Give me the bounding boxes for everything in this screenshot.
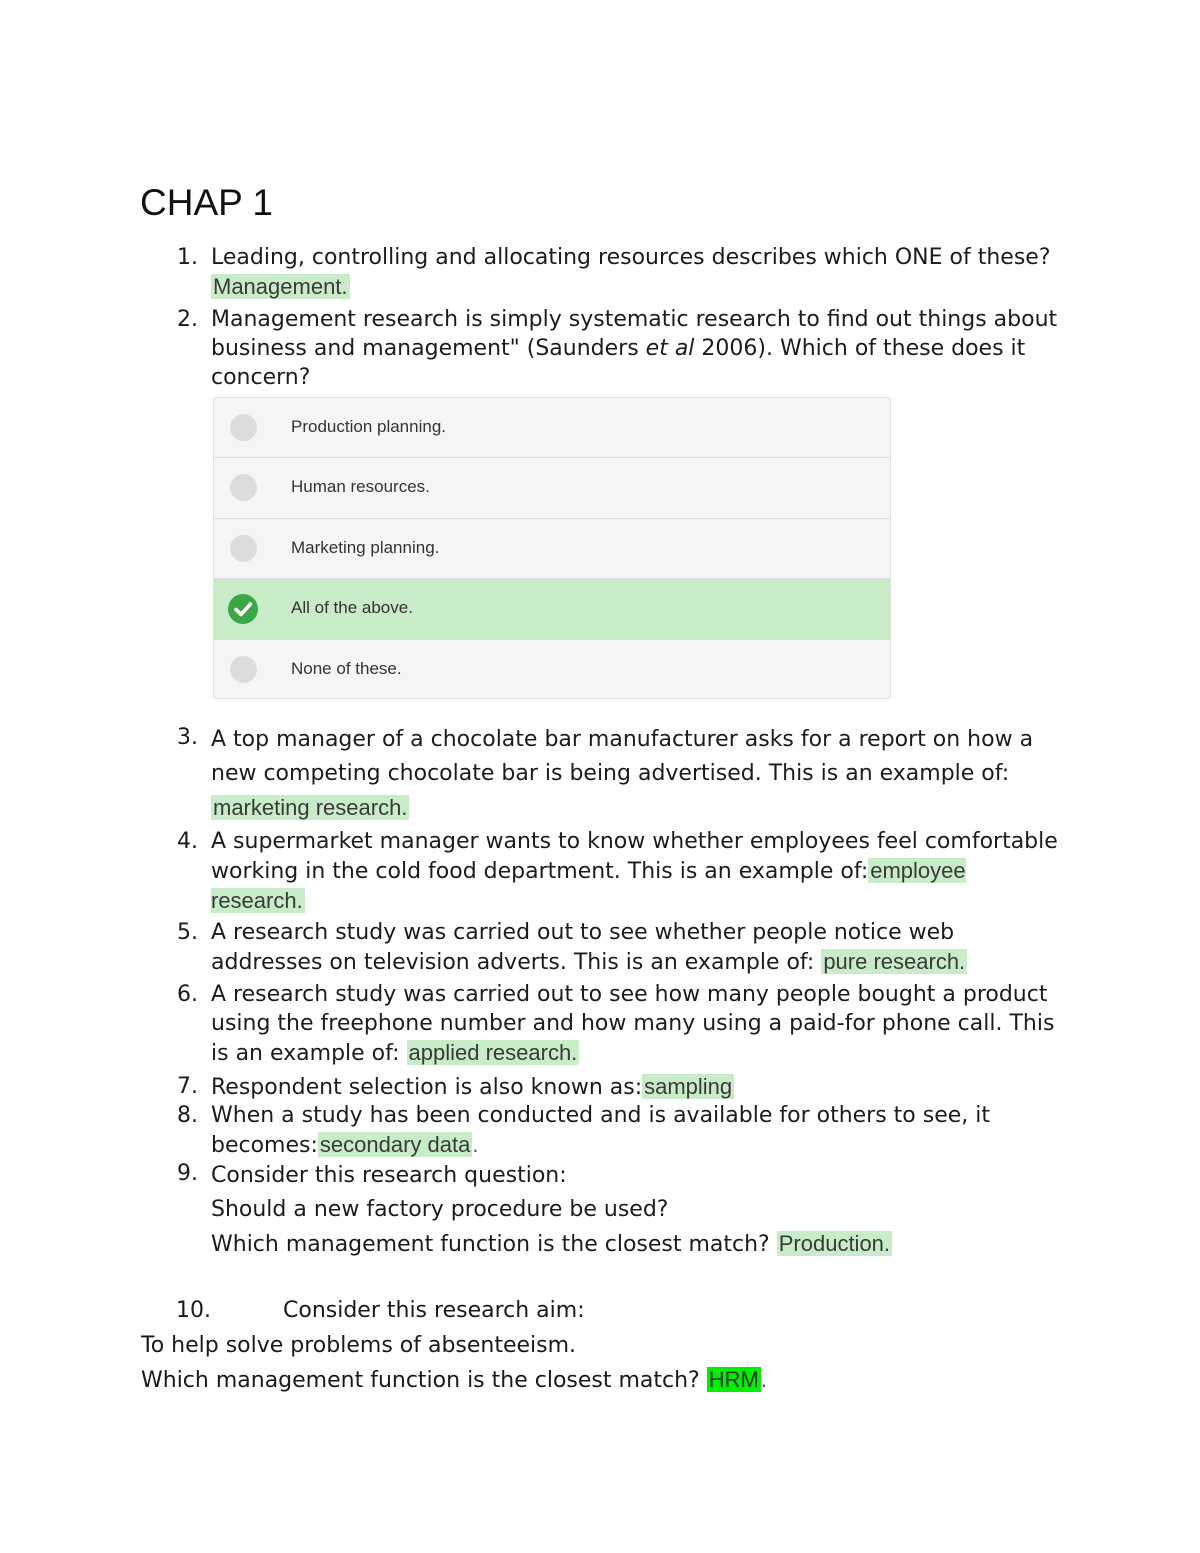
- question-text: When a study has been conducted and is available for others to see, it becomes:: [211, 1103, 991, 1158]
- question-line: Should a new factory procedure be used?: [211, 1197, 669, 1222]
- question-text: Leading, controlling and allocating resources describes which ONE of these?: [211, 245, 1051, 270]
- question-text: A research study was carried out to see whether people notice web addresses on television adverts. This is an example of:: [211, 920, 955, 975]
- question-text: Which management function is the closest match?: [141, 1368, 700, 1393]
- answer-highlight: marketing research.: [213, 795, 408, 820]
- question-line-with-answer: [141, 1365, 767, 1395]
- citation-italic: et al: [645, 336, 695, 361]
- question-number: 8.: [177, 1103, 198, 1128]
- question-text: Which management function is the closest match?: [211, 1232, 770, 1257]
- answer-highlight: Production.: [778, 1231, 891, 1256]
- answer-tail: .: [472, 1132, 479, 1157]
- answer-highlight-bright: HRM: [708, 1367, 759, 1392]
- option-label: Marketing planning.: [291, 537, 440, 557]
- question-line-with-answer: [211, 1227, 1061, 1262]
- page-title: CHAP 1: [140, 182, 273, 223]
- answer-highlight: employee research.: [211, 858, 966, 913]
- quiz-option[interactable]: [214, 519, 890, 579]
- question-number: 6.: [177, 982, 198, 1007]
- option-label: All of the above.: [291, 598, 413, 618]
- answer-highlight: pure research.: [823, 949, 966, 974]
- answer-highlight: Management.: [213, 274, 348, 299]
- question-2: [211, 305, 1061, 392]
- question-number: 5.: [177, 920, 198, 945]
- question-text: Respondent selection is also known as:: [211, 1075, 643, 1100]
- answer-highlight: sampling: [644, 1074, 733, 1099]
- radio-icon[interactable]: [230, 535, 257, 562]
- question-3: [211, 723, 1061, 826]
- question-line: Consider this research aim:: [283, 1298, 585, 1323]
- question-number: 2.: [177, 307, 198, 332]
- question-5: [211, 918, 1061, 977]
- option-label: Production planning.: [291, 417, 447, 436]
- question-text: Management research is simply systematic research to find out things about business and management" (Saunders: [211, 307, 1058, 361]
- quiz-option[interactable]: [214, 640, 890, 699]
- radio-icon[interactable]: [230, 656, 257, 683]
- quiz-option[interactable]: [214, 458, 890, 518]
- question-number: 10.: [176, 1298, 211, 1323]
- question-number: 7.: [177, 1074, 198, 1099]
- question-text: A supermarket manager wants to know whether employees feel comfortable working in the cold food department. This is an example of:: [211, 829, 1058, 884]
- question-1: [211, 243, 1061, 302]
- quiz-option-selected[interactable]: [214, 579, 890, 639]
- checkmark-icon[interactable]: [228, 594, 258, 624]
- answer-highlight: applied research.: [408, 1040, 578, 1065]
- question-text: A research study was carried out to see how many people bought a product using the freephone number and how many using a paid-for phone call. This is an example of:: [211, 982, 1055, 1066]
- question-text-cont: 2006). Which of these does it concern?: [211, 336, 1026, 390]
- question-text: A top manager of a chocolate bar manufacturer asks for a report on how a new competing chocolate bar is being advertised. This is an example of:: [211, 727, 1034, 786]
- question-line: Consider this research question:: [211, 1163, 567, 1188]
- quiz-option[interactable]: [214, 398, 890, 458]
- answer-highlight: secondary data: [319, 1132, 471, 1157]
- radio-icon[interactable]: [230, 414, 257, 441]
- question-number: 3.: [177, 725, 198, 750]
- quiz-options-panel: [213, 397, 891, 699]
- question-9: [211, 1159, 1061, 1262]
- question-4: [211, 827, 1061, 916]
- question-line: To help solve problems of absenteeism.: [141, 1333, 577, 1358]
- option-label: Human resources.: [291, 477, 430, 497]
- option-label: None of these.: [291, 658, 402, 678]
- question-8: [211, 1101, 1061, 1160]
- answer-tail: .: [760, 1367, 767, 1392]
- radio-icon[interactable]: [230, 474, 257, 501]
- question-number: 9.: [177, 1161, 198, 1186]
- question-6: [211, 980, 1061, 1068]
- question-7: [211, 1072, 1061, 1102]
- question-number: 4.: [177, 829, 198, 854]
- question-number: 1.: [177, 245, 198, 270]
